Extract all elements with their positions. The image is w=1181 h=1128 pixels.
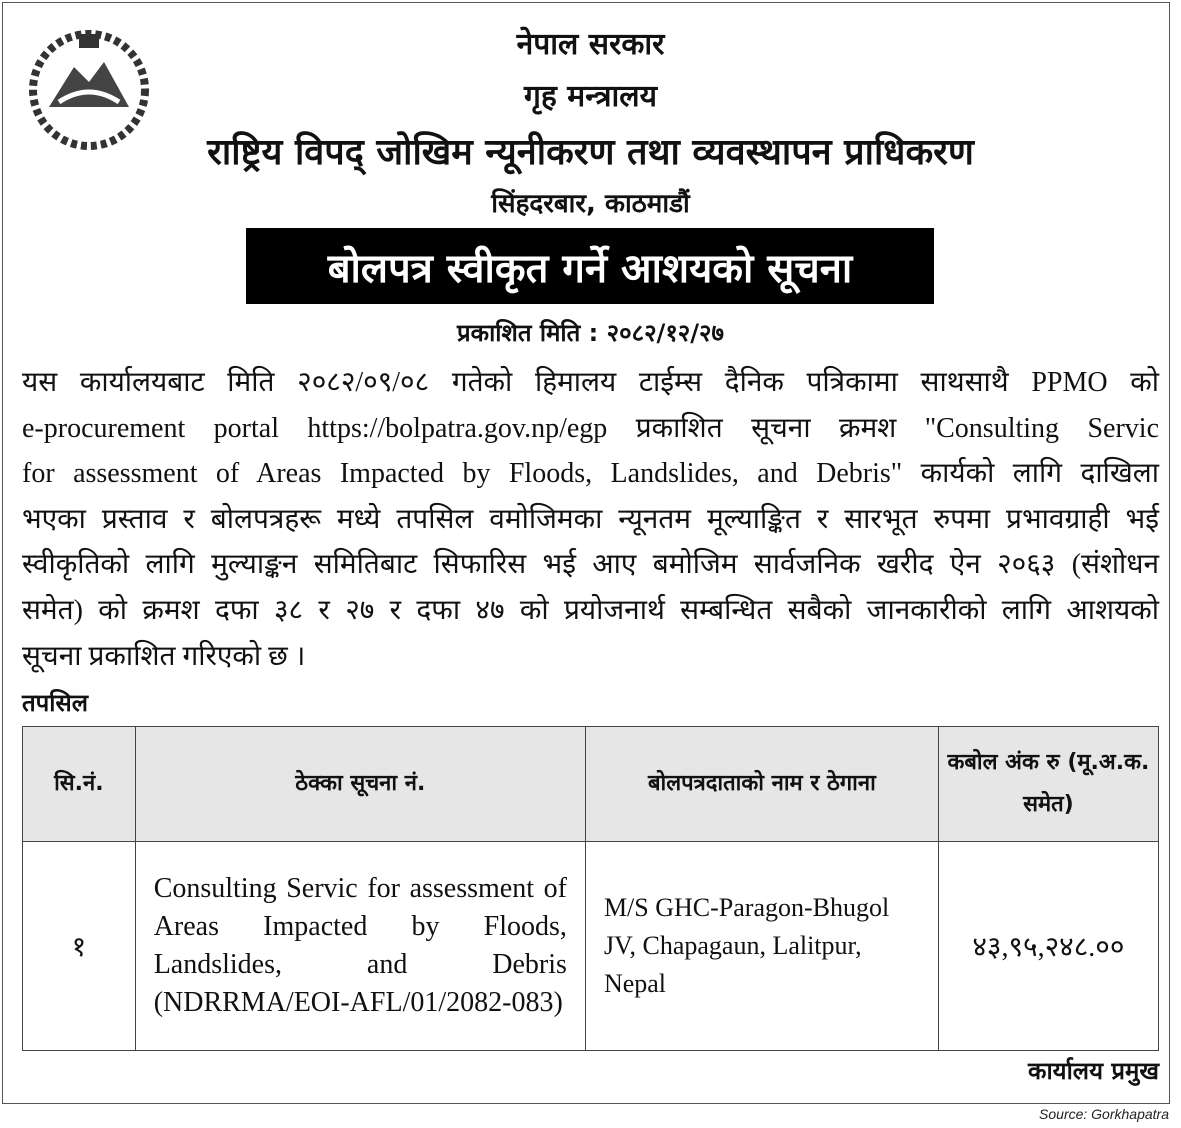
header-sn: सि.नं. <box>23 727 136 842</box>
cell-contract: Consulting Servic for assessment of Areas Impacted by Floods, Landslides, and Debris (NDRRMA/EOI-AFL/01/2082-083) <box>135 842 585 1051</box>
cell-amount: ४३,९५,२४८.०० <box>938 842 1158 1051</box>
office-head-signature: कार्यालय प्रमुख <box>1028 1057 1159 1085</box>
body-line: for assessment of Areas Impacted by Floods, Landslides, and Debris" कार्यको लागि दाखिला <box>22 458 1159 490</box>
notice-body <box>22 360 1159 679</box>
authority-name: राष्ट्रिय विपद् जोखिम न्यूनीकरण तथा व्यवस्थापन प्राधिकरण <box>207 132 974 173</box>
header-contract: ठेक्का सूचना नं. <box>135 727 585 842</box>
body-line: स्वीकृतिको लागि मुल्याङ्कन समितिबाट सिफारिस भई आए बमोजिम सार्वजनिक खरीद ऐन २०६३ (संशोधन <box>22 549 1159 581</box>
cell-bidder: M/S GHC-Paragon-Bhugol JV, Chapagaun, Lalitpur, Nepal <box>585 842 938 1051</box>
source-credit: Source: Gorkhapatra <box>1039 1106 1169 1122</box>
body-line: समेत) को क्रमश दफा ३८ र २७ र दफा ४७ को प्रयोजनार्थ सम्बन्धित सबैको जानकारीको लागि आशयको <box>22 594 1159 626</box>
body-line: यस कार्यालयबाट मिति २०८२/०९/०८ गतेको हिमालय टाईम्स दैनिक पत्रिकामा साथसाथै PPMO को <box>22 367 1159 398</box>
cell-sn: १ <box>23 842 136 1051</box>
header-amount: कबोल अंक रु (मू.अ.क. समेत) <box>938 727 1158 842</box>
table-row <box>23 842 1159 1051</box>
body-line: सूचना प्रकाशित गरिएको छ । <box>22 640 306 672</box>
body-line: e-procurement portal https://bolpatra.gov.np/egp प्रकाशित सूचना क्रमश "Consulting Servic <box>22 412 1159 444</box>
published-date: प्रकाशित मिति : २०८२/१२/२७ <box>456 319 725 347</box>
tapasil-label: तपसिल <box>22 689 89 717</box>
ministry-name: गृह मन्त्रालय <box>523 79 658 114</box>
government-name: नेपाल सरकार <box>516 27 665 62</box>
office-address: सिंहदरबार, काठमाडौं <box>491 189 690 219</box>
header-bidder: बोलपत्रदाताको नाम र ठेगाना <box>585 727 938 842</box>
bid-table <box>22 726 1159 1051</box>
body-line: भएका प्रस्ताव र बोलपत्रहरू मध्ये तपसिल वमोजिमका न्यूनतम मूल्याङ्कित र सारभूत रुपमा प्रभावग्राही भई <box>22 503 1159 535</box>
table-header-row <box>23 727 1159 842</box>
notice-title: बोलपत्र स्वीकृत गर्ने आशयको सूचना <box>246 228 934 304</box>
